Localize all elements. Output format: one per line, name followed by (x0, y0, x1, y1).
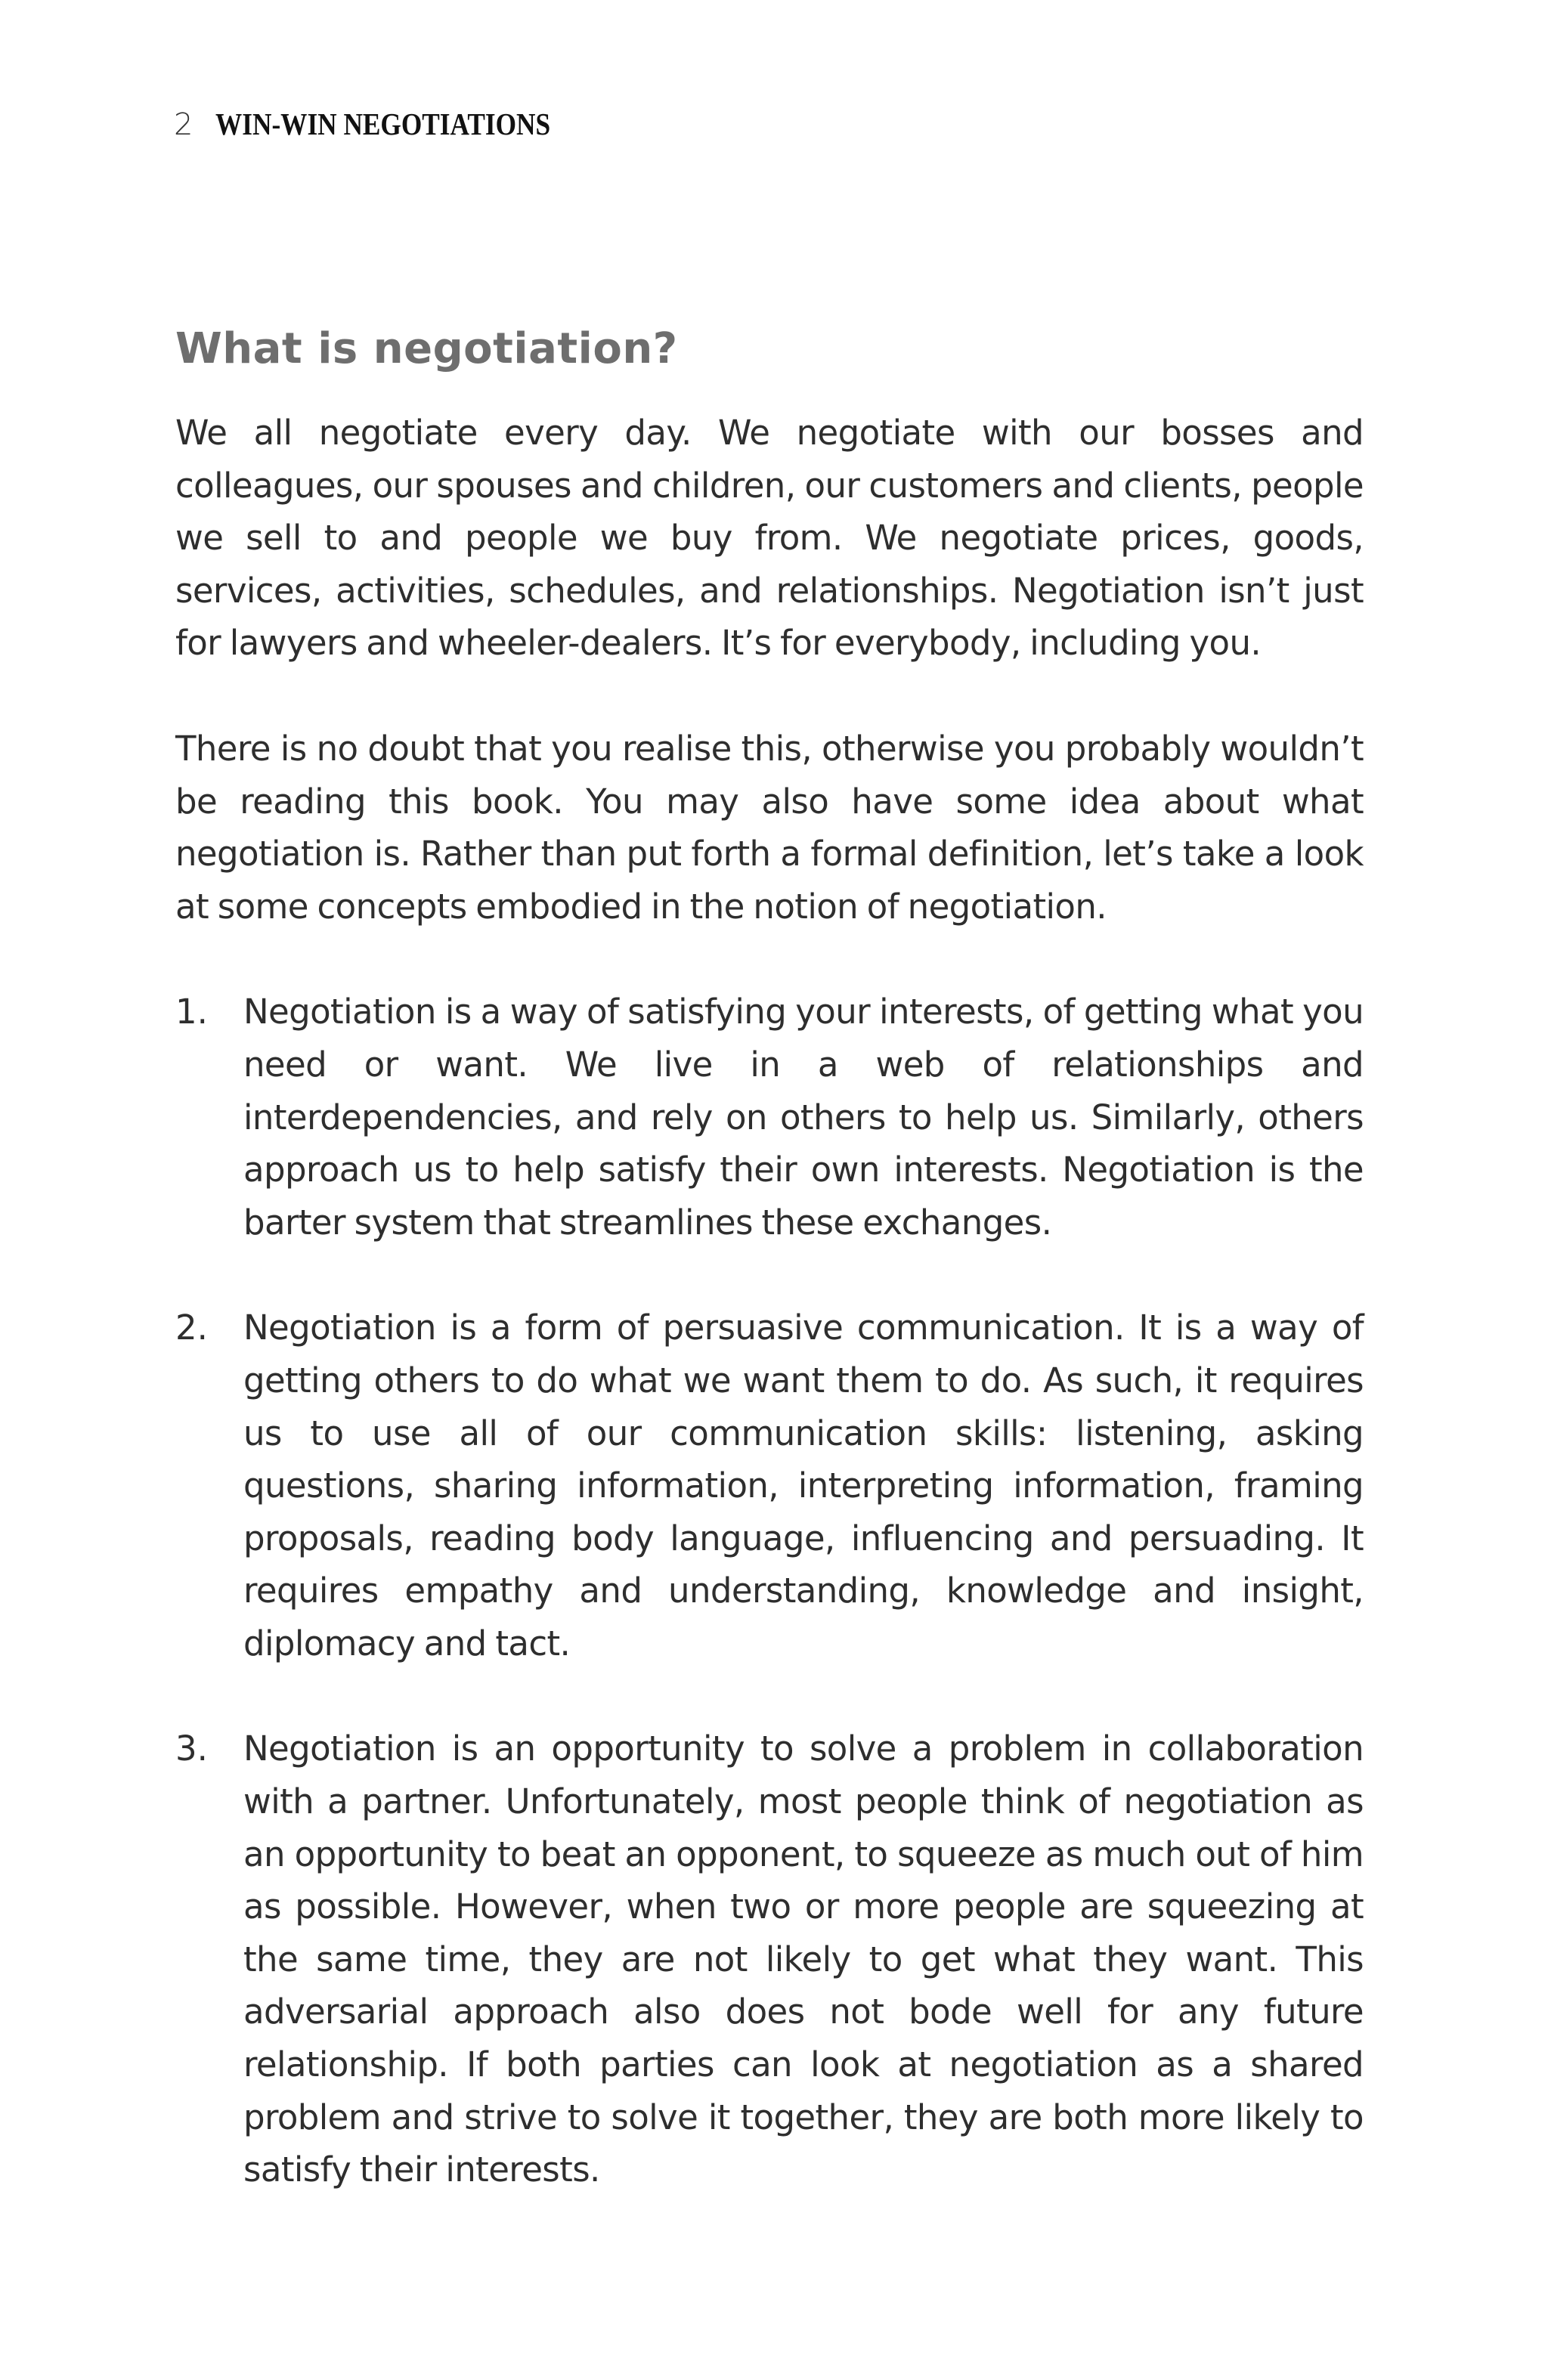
list-item (175, 986, 1364, 1249)
list-item-text: Negotiation is a form of persuasive communication. It is a way of getting others to do what we want them to do. As such, it requires us to use all of our communication skills: listening, asking questions, sharing information, interpreting information, framing proposals, reading body language, influencing and persuading. It requires empathy and understanding, knowledge and insight, diplomacy and tact. (243, 1308, 1364, 1664)
list-item-number: 2. (175, 1308, 208, 1348)
list-item-text: Negotiation is an opportunity to solve a problem in collaboration with a partner. Unfortunately, most people think of negotiation as an opportunity to beat an opponent, to squeeze as much out of him as possible. However, when two or more people are squeezing at the same time, they are not likely to get what they want. This adversarial approach also does not bode well for any future relationship. If both parties can look at negotiation as a shared problem and strive to solve it together, they are both more likely to satisfy their interests. (243, 1729, 1364, 2190)
book-title: WIN-WIN NEGOTIATIONS (215, 107, 551, 141)
list-item-number: 3. (175, 1729, 208, 1769)
concepts-list (175, 986, 1364, 2196)
page-number: 2 (174, 107, 194, 142)
paragraph-1: We all negotiate every day. We negotiate with our bosses and colleagues, our spouses and children, our customers and clients, people we sell to and people we buy from. We negotiate prices, goods, services, activities, schedules, and relationships. Negotiation isn’t just for lawyers and wheeler-dealers. It’s for everybody, including you. (175, 413, 1364, 664)
list-item-text: Negotiation is a way of satisfying your interests, of getting what you need or want. We live in a web of relationships and interdependencies, and rely on others to help us. Similarly, others approach us to help satisfy their own interests. Negotiation is the barter system that streamlines these exchanges. (243, 992, 1364, 1243)
section-heading: What is negotiation? (175, 324, 678, 373)
list-item (175, 1301, 1364, 1670)
paragraph-2: There is no doubt that you realise this, otherwise you probably wouldn’t be reading this book. You may also have some idea about what negotiation is. Rather than put forth a formal definition, let’s take a look at some concepts embodied in the notion of negotiation. (175, 728, 1364, 927)
main-content (175, 317, 1364, 2249)
running-head (174, 106, 605, 151)
list-item (175, 1722, 1364, 2196)
list-item-number: 1. (175, 992, 208, 1032)
